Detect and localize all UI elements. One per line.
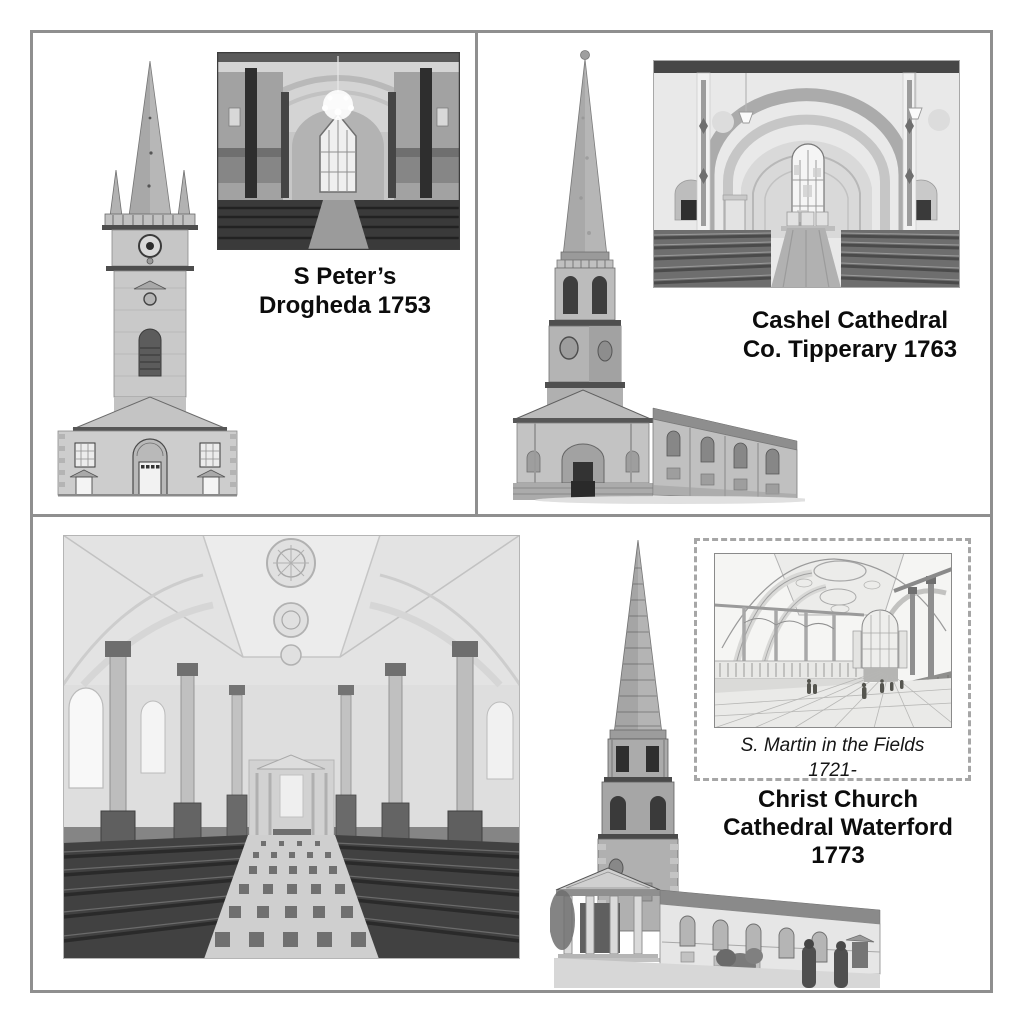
caption-cashel-line1: Cashel Cathedral (751, 307, 949, 334)
caption-waterford-line2: Cathedral Waterford (723, 814, 953, 841)
caption-cashel-line2: Co. Tipperary 1763 (742, 336, 958, 363)
cashel-interior-photo (653, 60, 960, 288)
s-peters-exterior-drawing (55, 58, 240, 498)
panel-divider-vertical (475, 30, 478, 517)
caption-waterford-line1: Christ Church (757, 786, 918, 813)
caption-s-peters-line2: Drogheda 1753 (258, 292, 432, 319)
s-peters-interior-drawing (217, 52, 460, 250)
caption-s-peters-line1: S Peter’s (293, 263, 397, 290)
caption-waterford-line3: 1773 (811, 842, 865, 869)
panel-divider-horizontal (30, 514, 993, 517)
st-martin-inset-box (694, 538, 971, 781)
caption-cashel (718, 306, 982, 364)
caption-st-martin-line1: S. Martin in the Fields (740, 735, 925, 756)
caption-st-martin-line2: 1721- (808, 760, 857, 781)
waterford-interior-drawing (63, 535, 520, 959)
waterford-interior-photo (63, 535, 520, 959)
s-peters-interior-photo (217, 52, 460, 250)
cashel-interior-drawing (653, 60, 960, 288)
s-peters-exterior-photo (55, 58, 240, 498)
caption-waterford (704, 786, 972, 870)
st-martin-engraving-photo (714, 553, 952, 728)
st-martin-engraving-drawing (714, 553, 952, 728)
caption-s-peters (225, 262, 465, 320)
caption-st-martin (697, 733, 968, 783)
